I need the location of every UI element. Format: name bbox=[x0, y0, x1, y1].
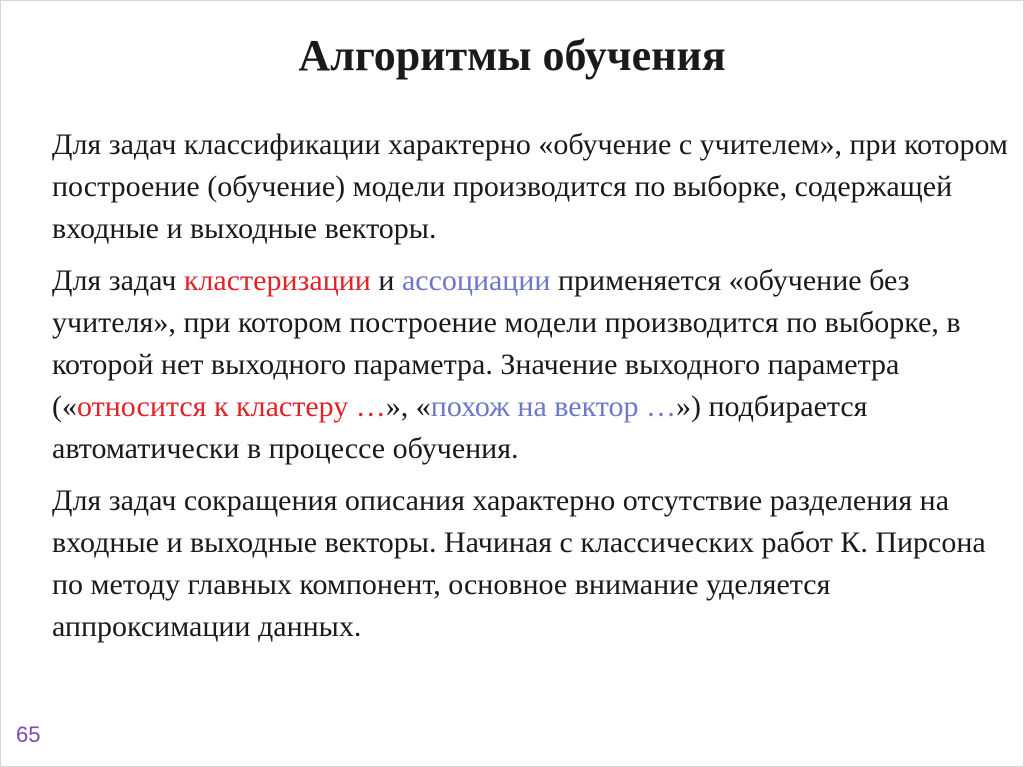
p2-text-start: Для задач bbox=[52, 264, 184, 297]
term-association: ассоциации bbox=[401, 264, 551, 297]
slide-number: 65 bbox=[16, 722, 41, 747]
paragraph-dimension-reduction-text: Для задач сокращения описания характерно отсутствие разделения на входные и выходные векторы. Начиная с классических работ К. Пирсона по методу главных компонент, основное внимание уделяется аппроксимации данных. bbox=[52, 484, 986, 643]
term-clustering: кластеризации bbox=[183, 264, 371, 297]
paragraph-clustering bbox=[52, 260, 1017, 470]
slide-title: Алгоритмы обучения bbox=[298, 31, 726, 80]
paragraph-classification-text: Для задач классификации характерно «обучение с учителем», при котором построение (обучение) модели производится по выборке, содержащей входные и выходные векторы. bbox=[52, 128, 1008, 245]
slide-body bbox=[52, 124, 1017, 658]
example-cluster-value: относится к кластеру … bbox=[77, 390, 386, 423]
paragraph-classification bbox=[52, 124, 1017, 250]
p2-text-end: ») подбирается автоматически в процессе обучения. bbox=[52, 390, 868, 465]
example-vector-value: похож на вектор … bbox=[430, 390, 676, 423]
p2-text-separator: », « bbox=[385, 390, 431, 423]
paragraph-dimension-reduction bbox=[52, 480, 1017, 648]
p2-text-middle: применяется «обучение без учителя», при котором построение модели производится по выборке, в которой нет выходного параметра. Значение выходного параметра (« bbox=[52, 264, 961, 423]
p2-text-and: и bbox=[370, 264, 402, 297]
